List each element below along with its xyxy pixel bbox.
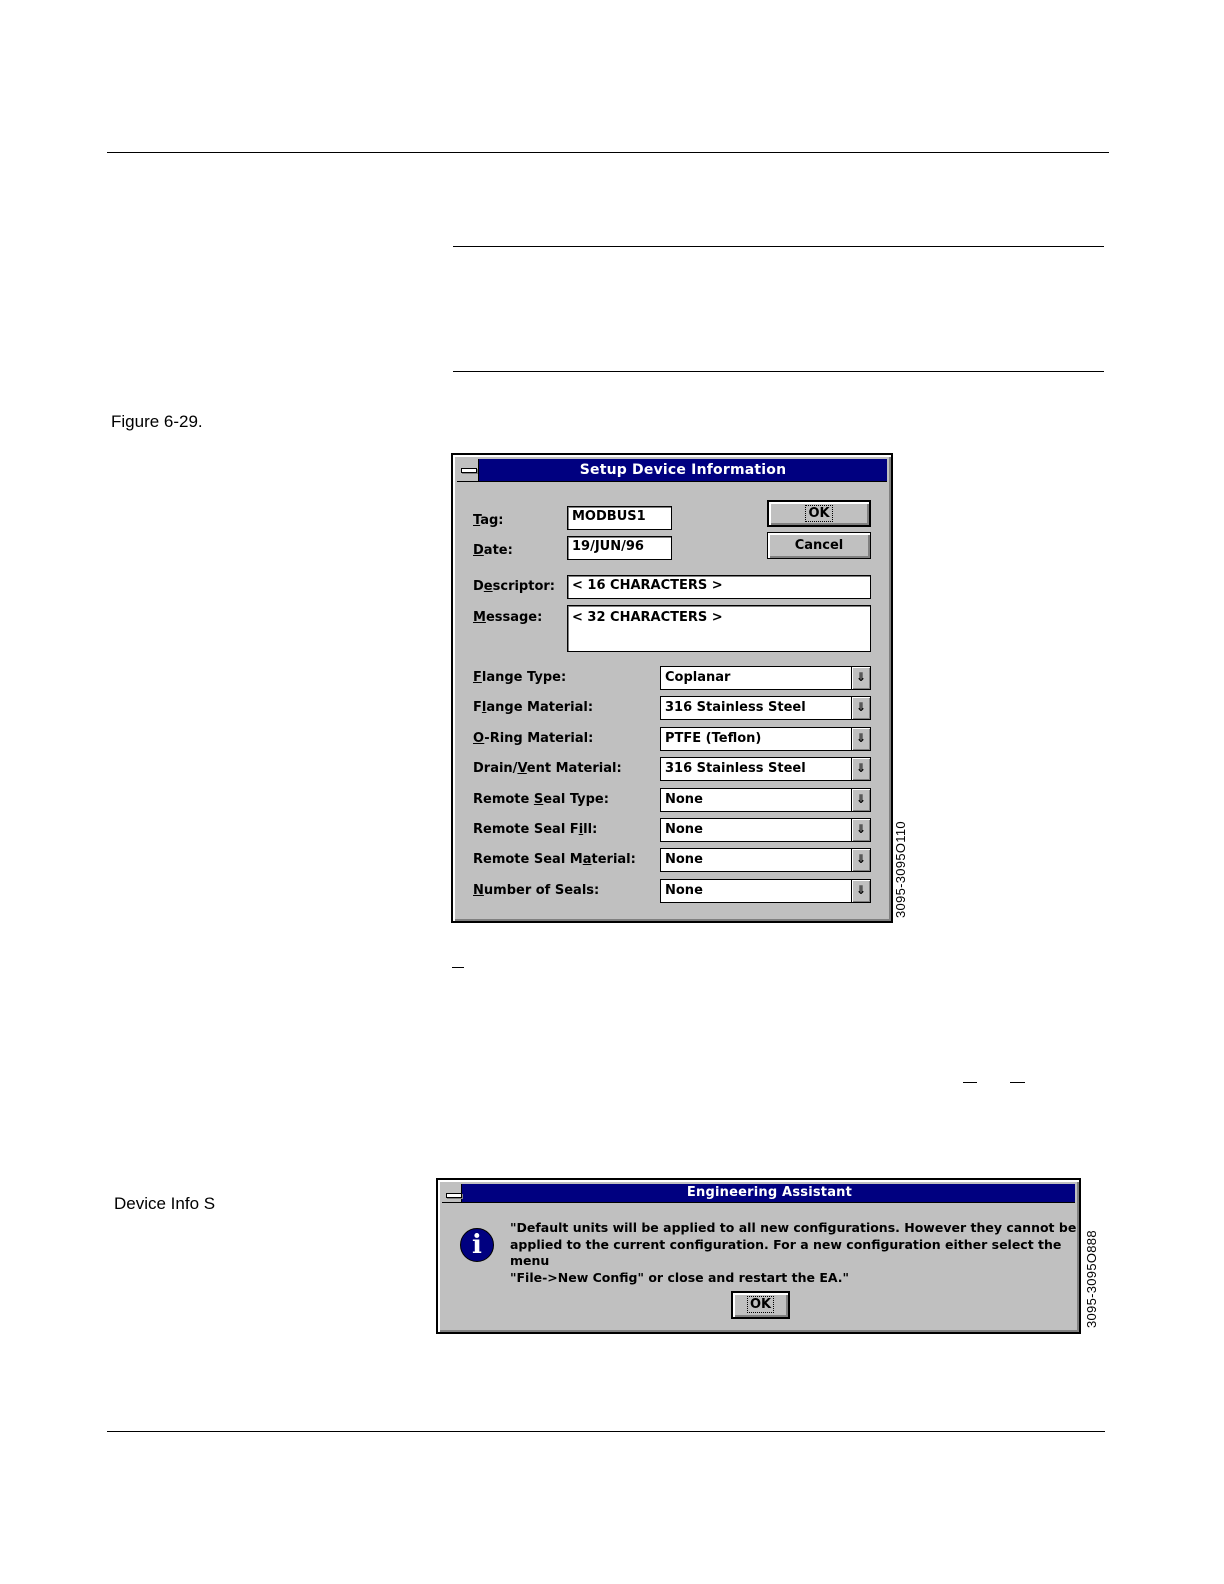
- engineering-assistant-dialog: [436, 1178, 1081, 1334]
- setup-device-dialog: [451, 453, 893, 923]
- descriptor-field[interactable]: < 16 CHARACTERS >: [567, 575, 871, 599]
- dropdown-value: Coplanar: [665, 670, 731, 685]
- ok-button[interactable]: [767, 500, 871, 527]
- number-of-seals-label: Number of Seals:: [473, 883, 600, 898]
- dropdown-arrow-icon[interactable]: ⇓: [851, 880, 870, 902]
- remote-seal-type-dropdown[interactable]: [660, 788, 871, 812]
- dropdown-arrow-icon[interactable]: ⇓: [851, 728, 870, 750]
- system-menu-icon[interactable]: [442, 1184, 462, 1202]
- tag-field[interactable]: MODBUS1: [567, 506, 672, 530]
- footer-rule: [107, 1431, 1105, 1432]
- date-label: Date:: [473, 543, 513, 558]
- dropdown-value: 316 Stainless Steel: [665, 700, 806, 715]
- flange-material-label: Flange Material:: [473, 700, 594, 715]
- figure-id-label: 3095-3095O110: [893, 821, 908, 918]
- dropdown-value: None: [665, 822, 703, 837]
- dropdown-value: None: [665, 883, 703, 898]
- message-label: Message:: [473, 610, 543, 625]
- ok-button-label: OK: [805, 505, 832, 522]
- remote-seal-fill-label: Remote Seal Fill:: [473, 822, 598, 837]
- underline-mark: [452, 967, 464, 968]
- figure-caption: Figure 6-29.: [111, 412, 203, 431]
- dialog-title-bar: [457, 459, 887, 482]
- note-top-rule: [453, 246, 1104, 247]
- dropdown-value: None: [665, 852, 703, 867]
- cancel-button-label: Cancel: [794, 538, 844, 553]
- dropdown-value: PTFE (Teflon): [665, 731, 762, 746]
- dropdown-arrow-icon[interactable]: ⇓: [851, 819, 870, 841]
- alert-message: [510, 1220, 1079, 1286]
- descriptor-label: Descriptor:: [473, 579, 555, 594]
- flange-type-dropdown[interactable]: [660, 666, 871, 690]
- alert-message-line: applied to the current configuration. For a new configuration either select the menu: [510, 1236, 1062, 1268]
- remote-seal-material-dropdown[interactable]: [660, 848, 871, 872]
- tag-label: Tag:: [473, 513, 504, 528]
- oring-material-dropdown[interactable]: [660, 727, 871, 751]
- flange-material-dropdown[interactable]: [660, 696, 871, 720]
- drain-vent-material-dropdown[interactable]: [660, 757, 871, 781]
- dropdown-arrow-icon[interactable]: ⇓: [851, 697, 870, 719]
- figure-id-label: 3095-3095O888: [1084, 1230, 1099, 1328]
- dropdown-arrow-icon[interactable]: ⇓: [851, 789, 870, 811]
- drain-vent-material-label: Drain/Vent Material:: [473, 761, 622, 776]
- system-menu-icon[interactable]: [457, 459, 479, 481]
- alert-message-line: "Default units will be applied to all new configurations. However they cannot be: [510, 1220, 1077, 1235]
- number-of-seals-dropdown[interactable]: [660, 879, 871, 903]
- flange-type-label: Flange Type:: [473, 670, 567, 685]
- dropdown-value: 316 Stainless Steel: [665, 761, 806, 776]
- alert-title: Engineering Assistant: [686, 1185, 853, 1200]
- info-icon: i: [460, 1228, 494, 1262]
- alert-ok-button[interactable]: [731, 1291, 790, 1319]
- dropdown-arrow-icon[interactable]: ⇓: [851, 667, 870, 689]
- date-field[interactable]: 19/JUN/96: [567, 536, 672, 560]
- side-caption: Device Info S: [114, 1194, 216, 1213]
- header-rule: [107, 152, 1109, 153]
- dropdown-value: None: [665, 792, 703, 807]
- message-field[interactable]: < 32 CHARACTERS >: [567, 605, 871, 652]
- dialog-title: Setup Device Information: [579, 462, 787, 478]
- remote-seal-fill-dropdown[interactable]: [660, 818, 871, 842]
- underline-mark: [963, 1082, 977, 1083]
- dropdown-arrow-icon[interactable]: ⇓: [851, 849, 870, 871]
- remote-seal-type-label: Remote Seal Type:: [473, 792, 609, 807]
- note-bottom-rule: [453, 371, 1104, 372]
- underline-mark: [1010, 1082, 1025, 1083]
- alert-title-bar: [442, 1184, 1075, 1203]
- cancel-button[interactable]: [767, 532, 871, 559]
- remote-seal-material-label: Remote Seal Material:: [473, 852, 636, 867]
- dropdown-arrow-icon[interactable]: ⇓: [851, 758, 870, 780]
- alert-message-line: "File->New Config" or close and restart the EA.": [510, 1269, 850, 1285]
- oring-material-label: O-Ring Material:: [473, 731, 594, 746]
- alert-ok-button-label: OK: [747, 1296, 774, 1313]
